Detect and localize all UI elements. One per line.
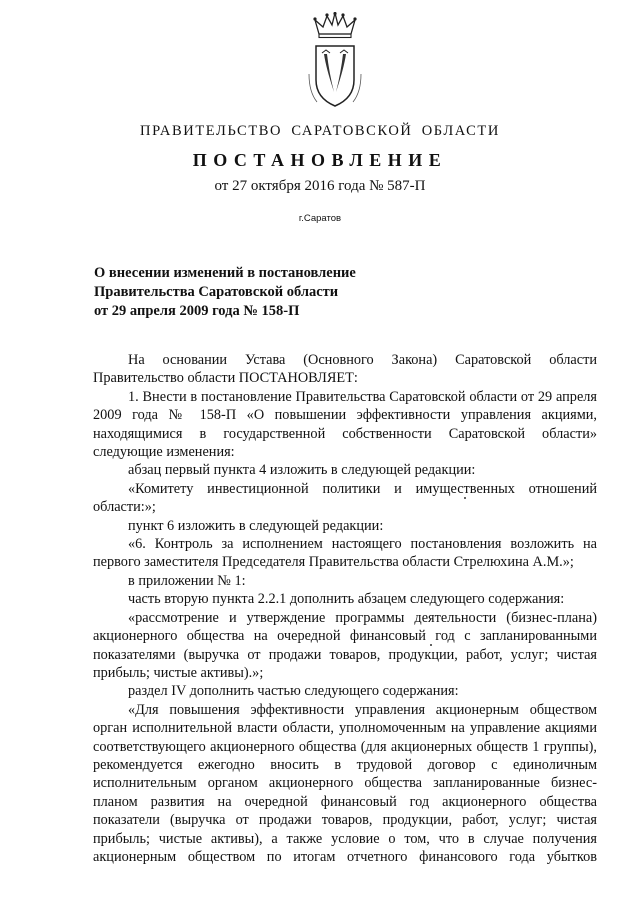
document-city: г.Саратов <box>298 213 342 224</box>
scan-speck <box>430 644 432 646</box>
title-line: Правительства Саратовской области <box>94 284 339 300</box>
document-type: ПОСТАНОВЛЕНИЕ <box>192 150 448 170</box>
body-paragraph: На основании Устава (Основного Закона) Саратовской области Правительство области ПОСТАНОВЛЯЕТ: <box>93 352 597 387</box>
body-paragraph: часть вторую пункта 2.2.1 дополнить абзацем следующего содержания: <box>128 591 565 608</box>
scan-speck <box>464 497 466 499</box>
document-body <box>93 351 597 866</box>
body-paragraph: в приложении № 1: <box>128 572 246 589</box>
government-name: ПРАВИТЕЛЬСТВО САРАТОВСКОЙ ОБЛАСТИ <box>140 123 500 139</box>
body-paragraph: абзац первый пункта 4 изложить в следующей редакции: <box>128 462 476 479</box>
body-paragraph: раздел IV дополнить частью следующего содержания: <box>128 683 459 700</box>
title-line: от 29 апреля 2009 года № 158-П <box>94 303 300 319</box>
body-paragraph: «Комитету инвестиционной политики и имущественных отношений области:»; <box>93 480 597 516</box>
body-paragraph: «Для повышения эффективности управления акционерным обществом орган исполнительной власти области, уполномоченным на управление акциями соответствующего акционерного общества (для акционерных обществ 1 группы), рекомендуется ежегодно вносить в трудовой договор с единоличным исполнительным органом акционерного общества запланированные бизнес-планом развития на очередной финансовый год акционерного общества показатели (выручка от продажи товаров, продукции, работ, услуг; чистая прибыль; чистые активы), а также условие о том, что в случае получения акционерным обществом по итогам отчетного финансового года убытков <box>93 701 597 865</box>
title-line: О внесении изменений в постановление <box>94 265 356 281</box>
body-paragraph: пункт 6 изложить в следующей редакции: <box>128 517 384 534</box>
document-title <box>94 264 494 321</box>
coat-of-arms-icon <box>305 12 365 110</box>
document-date-number: от 27 октября 2016 года № 587-П <box>214 178 426 194</box>
body-paragraph: 1. Внести в постановление Правительства Саратовской области от 29 апреля 2009 года № 158-П «О повышении эффективности управления акциями, находящимися в государственной собственности Саратовской области» следующие изменения: <box>93 388 597 461</box>
body-paragraph: «6. Контроль за исполнением настоящего постановления возложить на первого заместителя Председателя Правительства области Стрелюхина А.М.»; <box>93 536 597 571</box>
body-paragraph: «рассмотрение и утверждение программы деятельности (бизнес-плана) акционерного общества на очередной финансовый год с запланированными показателями (выручка от продажи товаров, продукции, работ, услуг; чистая прибыль; чистые активы).»; <box>93 609 597 681</box>
